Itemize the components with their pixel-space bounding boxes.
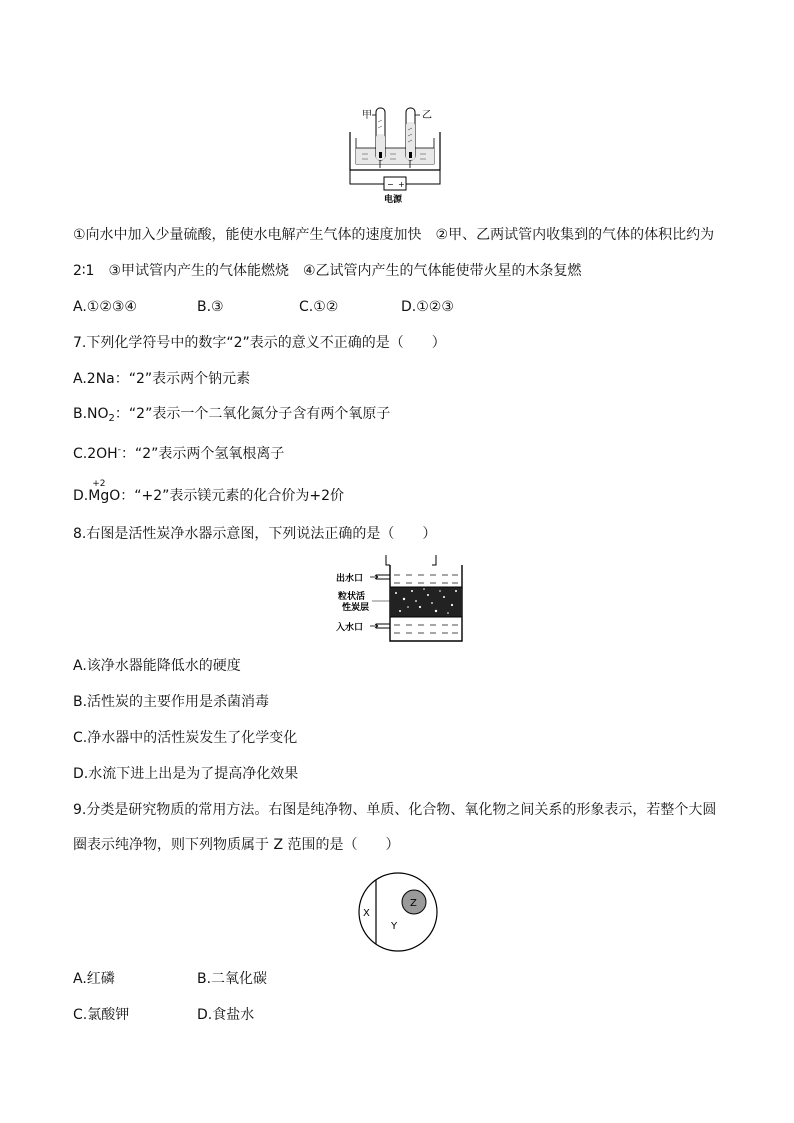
tube-jia-label: 甲: [362, 110, 372, 121]
carbon-layer-label-2: 性炭层: [342, 603, 370, 613]
q7-b-subscript: 2: [108, 413, 115, 424]
q8-stem: 8.右图是活性炭净水器示意图，下列说法正确的是（ ）: [73, 526, 437, 542]
region-z-label: Z: [410, 898, 417, 909]
q7-option-d: [73, 479, 345, 505]
q7-c-superscript: -: [117, 445, 121, 455]
q6-option-b: B.③: [197, 299, 224, 315]
q9-option-d: D.食盐水: [197, 1007, 255, 1023]
q7-d-prefix: D.: [73, 488, 89, 504]
q7-b-formula: B.NO: [73, 406, 109, 422]
region-y-label: Y: [391, 921, 398, 932]
q9-stem-line1: 9.分类是研究物质的常用方法。右图是纯净物、单质、化合物、氧化物之间关系的形象表示，若整个大圆: [73, 802, 717, 818]
q8-option-b: B.活性炭的主要作用是杀菌消毒: [73, 694, 270, 710]
tube-yi-label: 乙: [422, 110, 432, 121]
q7-a-meaning: “2”表示两个钠元素: [128, 371, 251, 387]
q7-b-meaning: ：“2”表示一个二氧化氮分子含有两个氧原子: [114, 406, 391, 422]
q8-option-c: C.净水器中的活性炭发生了化学变化: [73, 730, 298, 746]
q6-option-d: D.①②③: [401, 299, 454, 315]
q6-statement-line2: 2∶1 ③甲试管内产生的气体能燃烧 ④乙试管内产生的气体能使带火星的木条复燃: [73, 263, 582, 279]
q9-option-c: C.氯酸钾: [73, 1007, 130, 1023]
q7-stem: 7.下列化学符号中的数字“2”表示的意义不正确的是（ ）: [73, 335, 446, 351]
electrolysis-diagram: [340, 102, 450, 206]
q7-option-a: [73, 370, 250, 388]
power-source-label: 电源: [384, 195, 403, 205]
power-minus-sign: −: [387, 180, 394, 189]
inlet-label: 入水口: [336, 623, 364, 633]
q7-d-valence-mark: +2: [92, 479, 106, 489]
q7-option-c: [73, 441, 284, 463]
q9-stem-line2: 圈表示纯净物，则下列物质属于 Z 范围的是（ ）: [73, 837, 400, 853]
outlet-label: 出水口: [336, 574, 364, 584]
q6-option-c: C.①②: [299, 299, 339, 315]
q6-statement-line1: ①向水中加入少量硫酸，能使水电解产生气体的速度加快 ②甲、乙两试管内收集到的气体的体积比约为: [73, 227, 715, 243]
q7-d-formula: MgO: [88, 488, 121, 504]
water-purifier-diagram: [332, 551, 472, 643]
q8-option-d: D.水流下进上出是为了提高净化效果: [73, 766, 299, 782]
q8-option-a: A.该净水器能降低水的硬度: [73, 658, 241, 674]
q9-option-a: A.红磷: [73, 971, 115, 987]
q7-d-meaning: ：“+2”表示镁元素的化合价为+2价: [120, 488, 345, 504]
q6-option-a: A.①②③④: [73, 299, 137, 315]
q9-option-b: B.二氧化碳: [197, 971, 268, 987]
carbon-layer-label-1: 粒状活: [338, 592, 366, 602]
q7-option-b: [73, 405, 390, 428]
power-plus-sign: +: [398, 180, 405, 189]
pure-substance-circle: [359, 873, 437, 951]
q7-a-formula: A.2Na：: [73, 371, 129, 387]
q7-c-meaning: ：“2”表示两个氢氧根离子: [120, 446, 285, 462]
q7-c-formula: C.2OH: [73, 446, 118, 462]
classification-circle-diagram: [356, 870, 440, 954]
region-x-label: X: [363, 908, 370, 919]
